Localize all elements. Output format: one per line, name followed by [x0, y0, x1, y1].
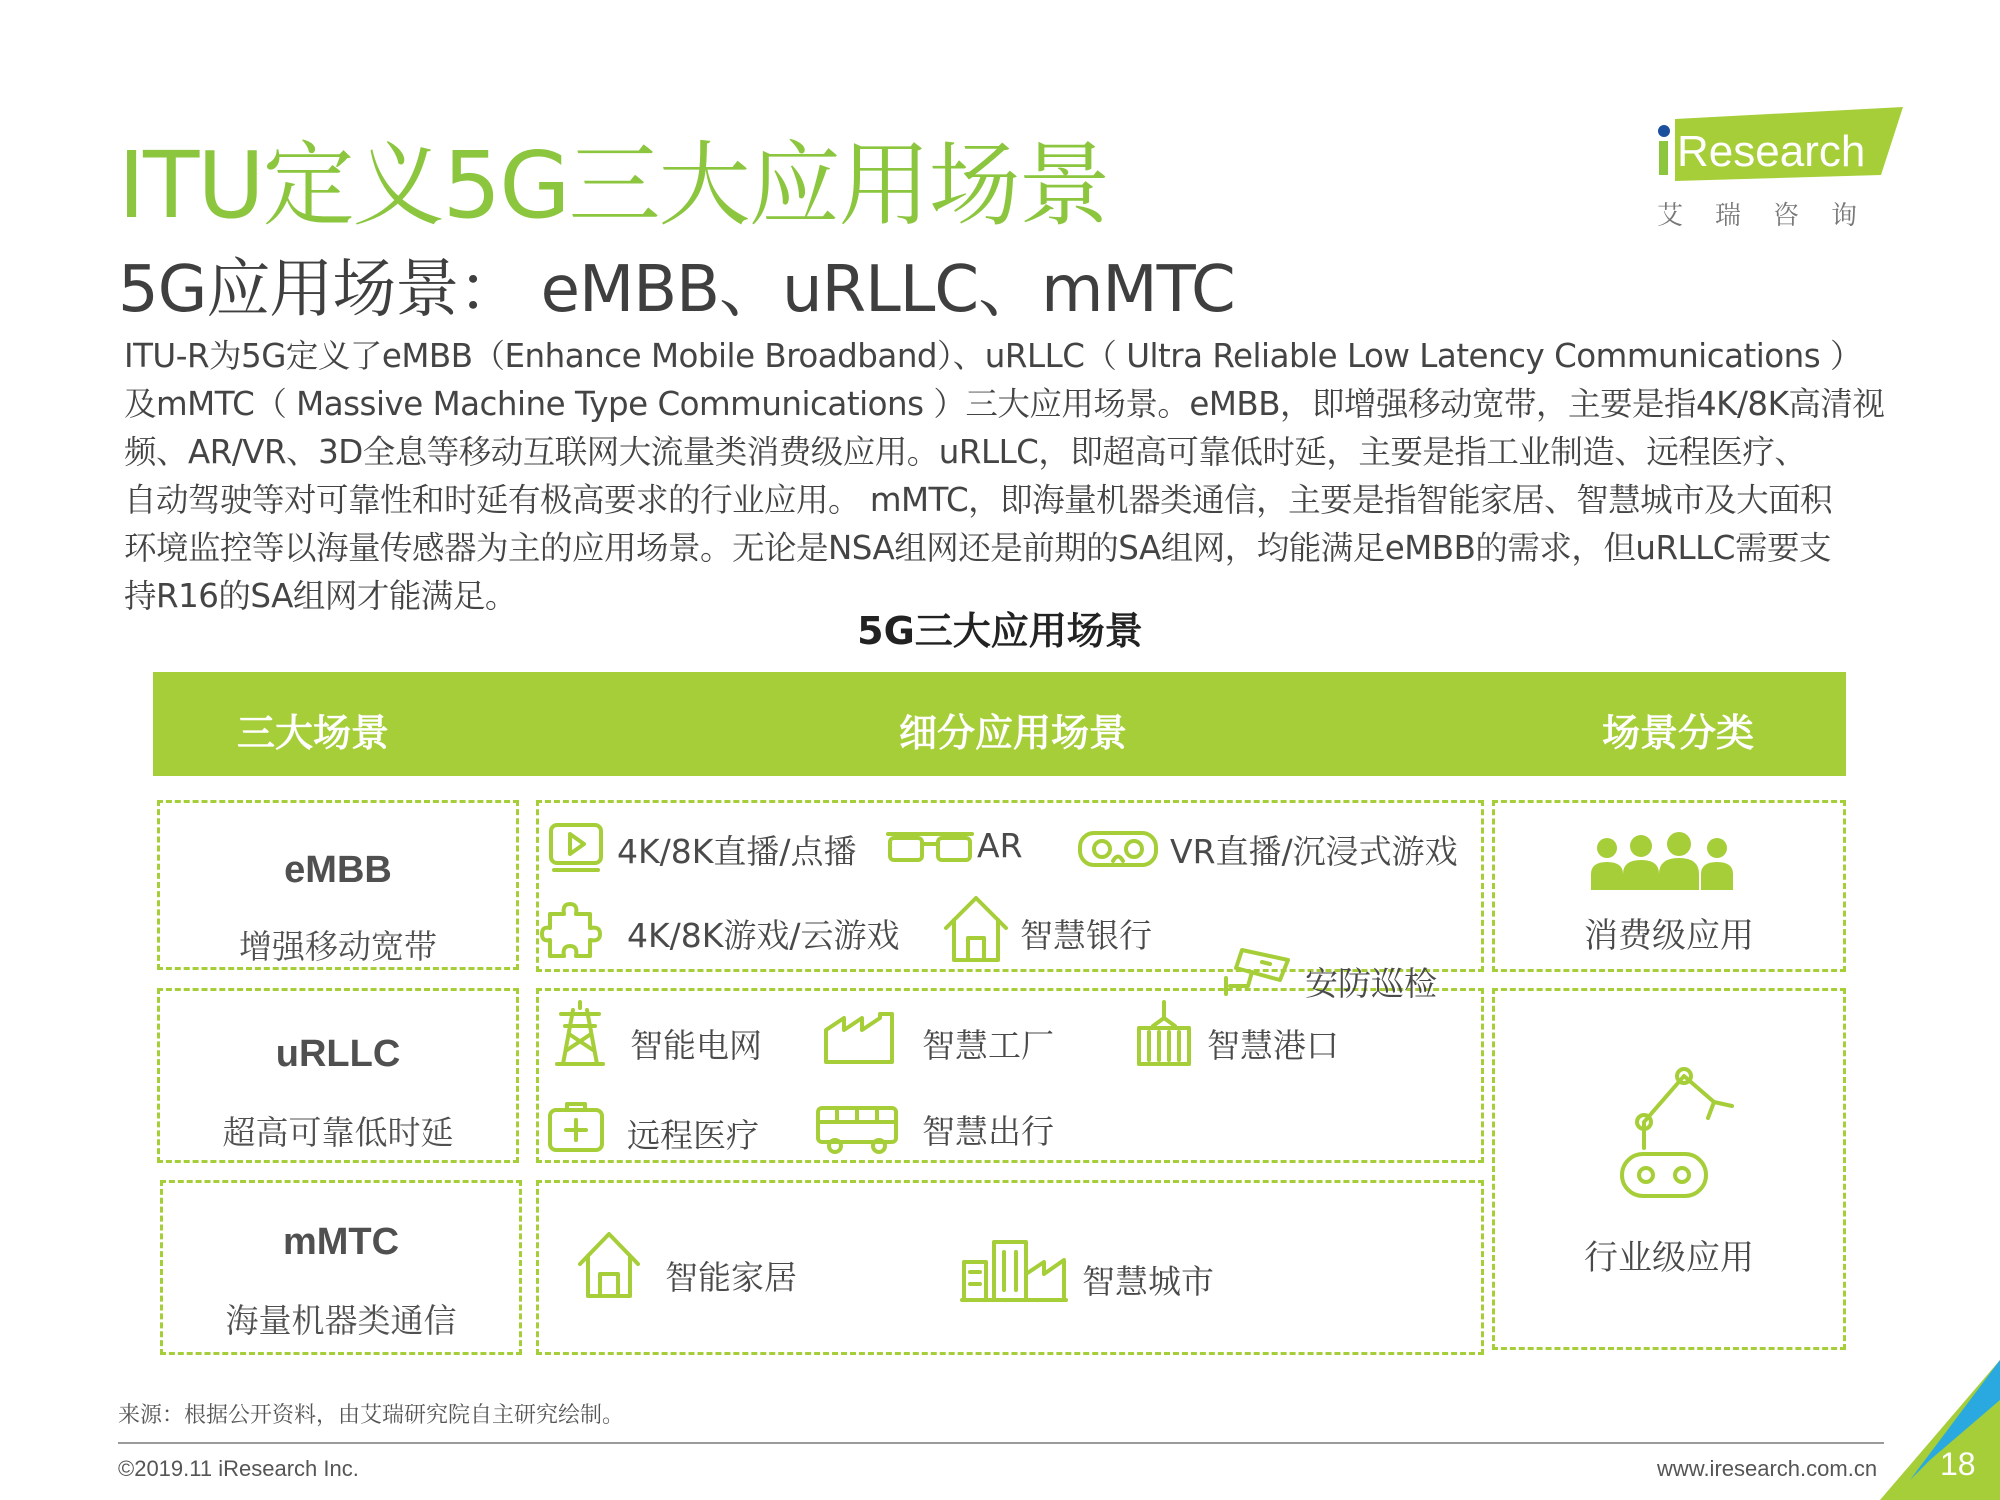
- scenario-cell-embb: [157, 800, 519, 970]
- app-label-travel: 智慧出行: [922, 1112, 1054, 1151]
- app-label-game-4k8k: 4K/8K游戏/云游戏: [627, 916, 900, 955]
- logo-text: Research: [1677, 127, 1866, 176]
- video-play-icon: [548, 822, 604, 874]
- scenario-name: uRLLC: [275, 1033, 401, 1075]
- ar-glasses-icon: [884, 828, 976, 868]
- power-grid-tower-icon: [555, 1000, 605, 1066]
- app-label-vr: VR直播/沉浸式游戏: [1170, 832, 1458, 871]
- category-label-industry: 行业级应用: [1584, 1238, 1754, 1278]
- table-header-bar: [153, 672, 1846, 776]
- paragraph-line: 持R16的SA组网才能满足。: [124, 577, 517, 615]
- app-label-city: 智慧城市: [1082, 1262, 1214, 1301]
- table-title: 5G三大应用场景: [857, 609, 1143, 653]
- factory-icon: [822, 1010, 898, 1064]
- header-category: 场景分类: [1601, 711, 1754, 755]
- vr-headset-icon: [1077, 828, 1159, 870]
- website-link[interactable]: www.iresearch.com.cn: [1657, 1456, 1878, 1481]
- smart-city-buildings-icon: [960, 1238, 1068, 1302]
- paragraph-line: 频、AR/VR、3D全息等移动互联网大流量类消费级应用。uRLLC，即超高可靠低时延，主要是指工业制造、远程医疗、: [124, 433, 1807, 471]
- app-label-security: 安防巡检: [1305, 964, 1437, 1003]
- app-label-factory: 智慧工厂: [922, 1026, 1054, 1065]
- scenario-name: mMTC: [282, 1221, 400, 1263]
- scenario-name: eMBB: [284, 849, 392, 891]
- consumer-people-icon: [1589, 830, 1737, 890]
- paragraph-line: 自动驾驶等对可靠性和时延有极高要求的行业应用。 mMTC，即海量机器类通信，主要是指智能家居、智慧城市及大面积: [124, 481, 1833, 519]
- app-label-bank: 智慧银行: [1020, 916, 1152, 955]
- copyright: ©2019.11 iResearch Inc.: [118, 1456, 359, 1481]
- smart-home-icon: [576, 1230, 642, 1300]
- source-note: 来源：根据公开资料，由艾瑞研究院自主研究绘制。: [118, 1403, 625, 1428]
- paragraph-line: 及mMTC（ Massive Machine Type Communications ）三大应用场景。eMBB，即增强移动宽带，主要是指4K/8K高清视: [124, 385, 1885, 423]
- iresearch-logo: [1655, 105, 1905, 231]
- puzzle-game-icon: [540, 900, 604, 964]
- paragraph-line: 环境监控等以海量传感器为主的应用场景。无论是NSA组网还是前期的SA组网，均能满足eMBB的需求，但uRLLC需要支: [124, 529, 1831, 567]
- category-label-consumer: 消费级应用: [1584, 916, 1754, 956]
- app-label-medical: 远程医疗: [627, 1116, 759, 1155]
- app-label-live-4k8k: 4K/8K直播/点播: [617, 832, 857, 871]
- port-container-crane-icon: [1135, 1000, 1193, 1066]
- scenario-desc: 海量机器类通信: [225, 1301, 457, 1340]
- scenario-cell-mmtc: [160, 1180, 522, 1355]
- description-paragraph: [124, 332, 1914, 620]
- header-sub-applications: 细分应用场景: [898, 711, 1127, 755]
- app-label-ar: AR: [977, 826, 1023, 865]
- page-title: ITU定义5G三大应用场景: [118, 132, 1109, 239]
- app-label-grid: 智能电网: [630, 1026, 762, 1065]
- app-label-home: 智能家居: [665, 1258, 797, 1297]
- page-subtitle: 5G应用场景： eMBB、uRLLC、mMTC: [118, 253, 1235, 327]
- industrial-robot-arm-icon: [1614, 1062, 1740, 1200]
- header-scenarios: 三大场景: [236, 711, 389, 755]
- logo-chinese-name: 艾瑞咨询: [1657, 201, 1890, 231]
- scenario-desc: 超高可靠低时延: [222, 1113, 454, 1152]
- scenario-cell-urllc: [157, 988, 519, 1163]
- security-camera-icon: [1222, 942, 1292, 996]
- bank-house-icon: [942, 894, 1010, 964]
- logo-dot: [1658, 125, 1670, 137]
- app-label-port: 智慧港口: [1207, 1026, 1339, 1065]
- page-number: 18: [1940, 1446, 1976, 1482]
- scenario-desc: 增强移动宽带: [239, 927, 437, 966]
- footer-divider: [118, 1442, 1884, 1444]
- bus-icon: [815, 1104, 899, 1154]
- logo-stem: [1659, 141, 1668, 175]
- paragraph-line: ITU-R为5G定义了eMBB（Enhance Mobile Broadband）、uRLLC（ Ultra Reliable Low Latency Communications ）: [124, 337, 1863, 375]
- medical-kit-icon: [547, 1100, 605, 1152]
